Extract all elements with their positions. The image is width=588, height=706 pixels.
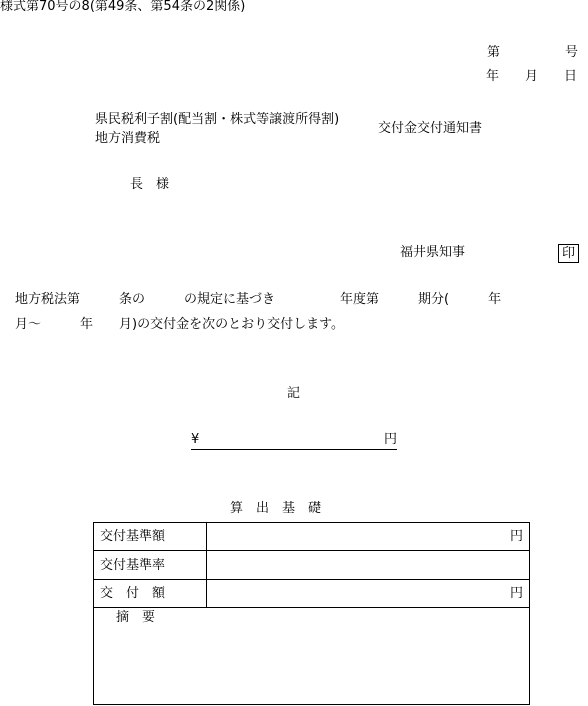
document-title: 交付金交付通知書	[378, 121, 483, 136]
yen-mark: ¥	[191, 432, 200, 447]
row-label: 交付基準率	[94, 551, 207, 580]
amount-field	[191, 433, 397, 450]
table-row	[94, 551, 530, 580]
table-row	[94, 580, 530, 608]
row-label: 交付基準額	[94, 523, 207, 551]
row-unit	[207, 551, 530, 580]
basis-heading: 算 出 基 礎	[230, 501, 322, 516]
seal-mark: 印	[558, 244, 579, 263]
row-unit: 円	[207, 523, 530, 551]
tax-type-line-2: 地方消費税	[95, 131, 161, 146]
row-unit: 円	[207, 580, 530, 608]
memo-label: 摘 要	[116, 610, 156, 625]
body-line-1: 地方税法第 条の の規定に基づき 年度第 期分( 年	[15, 292, 502, 307]
row-label: 交 付 額	[94, 580, 207, 608]
table-row	[94, 523, 530, 551]
yen-unit: 円	[383, 432, 397, 447]
issuer-name: 福井県知事	[400, 245, 466, 260]
body-line-2: 月～ 年 月)の交付金を次のとおり交付します。	[15, 317, 345, 332]
date-line: 年 月 日	[486, 69, 578, 84]
form-number: 様式第70号の8(第49条、第54条の2関係)	[0, 0, 246, 14]
memo-box	[93, 607, 530, 705]
addressee: 長 様	[130, 177, 170, 192]
ki-heading: 記	[287, 386, 301, 401]
basis-table	[93, 522, 530, 608]
tax-type-line-1: 県民税利子割(配当割・株式等譲渡所得割)	[95, 112, 340, 127]
document-number-line: 第 号	[487, 45, 579, 60]
